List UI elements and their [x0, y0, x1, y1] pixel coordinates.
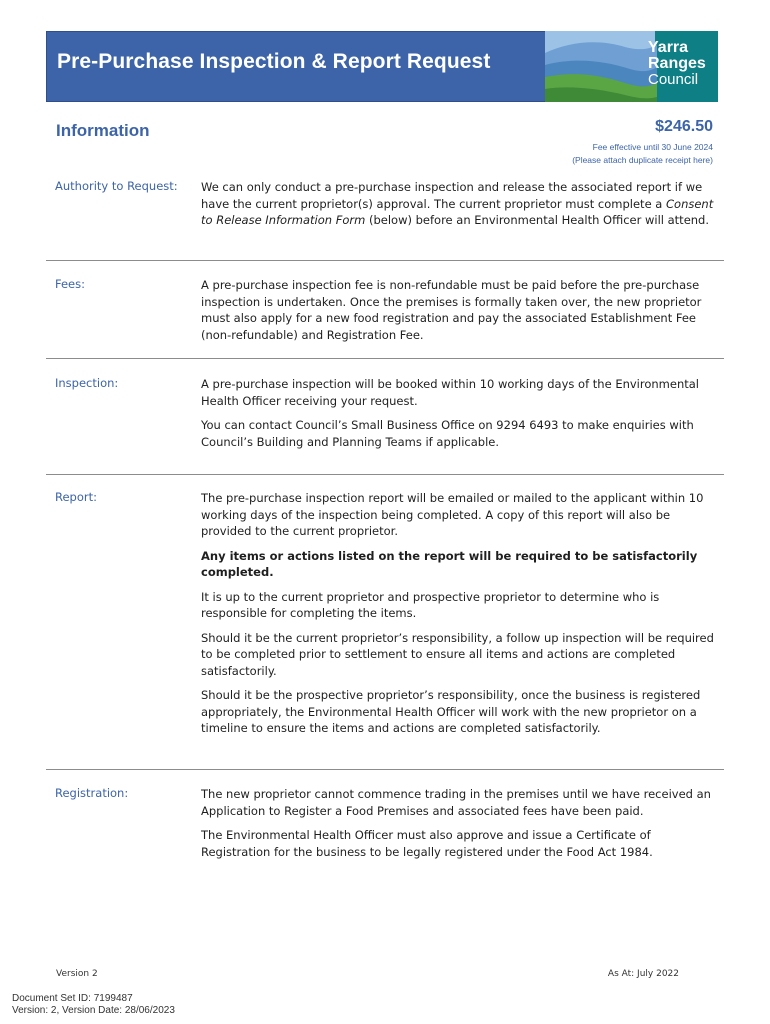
divider [46, 358, 724, 359]
section-body [201, 786, 719, 868]
fee-amount: $246.50 [655, 118, 713, 135]
fee-effective-note: Fee effective until 30 June 2024 [592, 142, 713, 152]
paragraph: The Environmental Health Officer must also approve and issue a Certificate of Registration for the business to be legally registered under the Food Act 1984. [201, 828, 653, 859]
receipt-note: (Please attach duplicate receipt here) [572, 155, 713, 165]
text-run: We can only conduct a pre-purchase inspection and release the associated report if we have the current proprietor(s) approval. The current proprietor must complete a [201, 180, 703, 211]
paragraph: The new proprietor cannot commence trading in the premises until we have received an Application to Register a Food Premises and associated fees have been paid. [201, 787, 711, 818]
paragraph-emphasis: Any items or actions listed on the report will be required to be satisfactorily completed. [201, 548, 698, 579]
footer-version: Version 2 [56, 969, 98, 979]
divider [46, 260, 724, 261]
text-run: (below) before an Environmental Health Officer will attend. [365, 213, 710, 227]
section-label: Fees: [55, 277, 86, 291]
paragraph: It is up to the current proprietor and prospective proprietor to determine who is responsible for completing the items. [201, 589, 660, 620]
paragraph: The pre-purchase inspection report will be emailed or mailed to the applicant within 10 working days of the inspection being completed. A copy of this report will also be provided to the current proprietor. [201, 491, 704, 538]
document-set-id: Document Set ID: 7199487 [12, 993, 133, 1004]
paragraph: Should it be the prospective proprietor’s responsibility, once the business is registered appropriately, the Environmental Health Officer will work with the new proprietor on a timeline to ensure the items and actions are completed satisfactorily. [201, 688, 701, 735]
section-label: Report: [55, 490, 97, 504]
footer-as-at: As At: July 2022 [607, 969, 679, 979]
consent-form-name: Consent to Release Information Form [201, 196, 714, 227]
section-label: Inspection: [55, 376, 119, 390]
section-body [201, 179, 719, 237]
section-label: Registration: [55, 786, 129, 800]
section-body [201, 376, 719, 458]
section-body [201, 277, 719, 351]
logo-line-2: Ranges [648, 55, 706, 72]
divider [46, 474, 724, 475]
paragraph: Should it be the current proprietor’s responsibility, a follow up inspection will be required to be completed prior to settlement to ensure all items and actions are completed satisfactorily. [201, 630, 714, 678]
paragraph [201, 179, 719, 229]
version-date: Version: 2, Version Date: 28/06/2023 [12, 1005, 175, 1016]
paragraph: A pre-purchase inspection fee is non-refundable must be paid before the pre-purchase inspection is undertaken. Once the premises is formally taken over, the new proprietor must also apply for a new food registration and pay the associated Establishment Fee (non-refundable) and Registration Fee. [201, 278, 702, 342]
document-set-info [12, 993, 175, 1017]
page-title: Pre-Purchase Inspection & Report Request [57, 50, 491, 73]
logo-line-3: Council [648, 71, 699, 88]
paragraph: You can contact Council’s Small Business Office on 9294 6493 to make enquiries with Council’s Building and Planning Teams if applicable. [201, 418, 694, 449]
council-logo [545, 31, 718, 102]
logo-line-1: Yarra [648, 39, 689, 56]
fee-block [572, 118, 713, 167]
section-body [201, 490, 719, 745]
section-label: Authority to Request: [55, 179, 178, 193]
logo-wordmark [648, 40, 706, 88]
paragraph: A pre-purchase inspection will be booked within 10 working days of the Environmental Health Officer receiving your request. [201, 377, 699, 408]
divider [46, 769, 724, 770]
information-heading: Information [56, 121, 150, 140]
